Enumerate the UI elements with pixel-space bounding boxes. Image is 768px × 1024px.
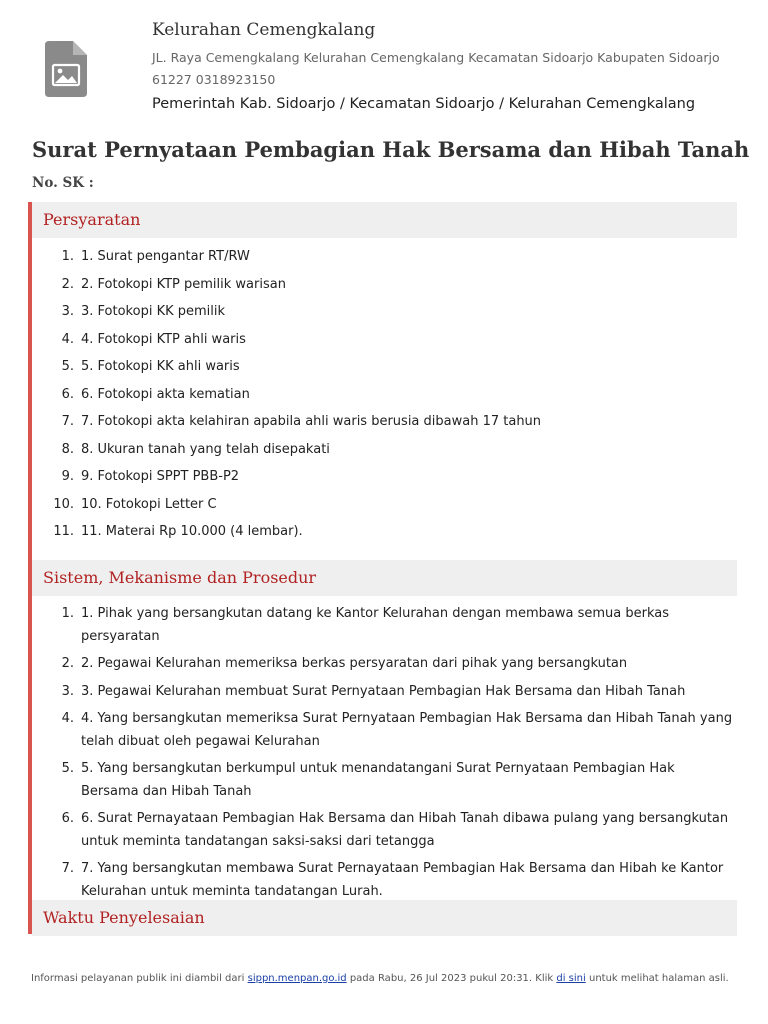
list-item <box>32 653 737 676</box>
image-file-icon <box>45 41 87 97</box>
footer-suffix: untuk melihat halaman asli. <box>588 973 729 984</box>
list-item-number: 2. <box>61 656 74 671</box>
list-item-text: 4. Fotokopi KTP ahli waris <box>81 331 246 347</box>
list-item-text: 2. Pegawai Kelurahan memeriksa berkas persyaratan dari pihak yang bersangkutan <box>81 656 628 671</box>
list-item-number: 4. <box>61 331 74 347</box>
list-item <box>32 301 737 324</box>
source-footer <box>31 973 729 984</box>
list-item-text: 3. Fotokopi KK pemilik <box>81 304 226 319</box>
list-item-number: 8. <box>61 441 74 457</box>
list-item <box>32 384 737 407</box>
list-item-number: 7. <box>61 414 74 429</box>
list-item-text: 6. Surat Pernayataan Pembagian Hak Bersama dan Hibah Tanah dibawa pulang yang bersangkutan untuk meminta tandatangan saksi-saksi dari tetangga <box>81 811 729 849</box>
list-item <box>32 466 737 489</box>
list-item-number: 6. <box>61 386 74 402</box>
section-heading-prosedur: Sistem, Mekanisme dan Prosedur <box>32 560 737 596</box>
list-item <box>32 274 737 297</box>
list-item-text: 8. Ukuran tanah yang telah disepakati <box>81 441 330 457</box>
list-item <box>32 439 737 462</box>
list-item-number: 6. <box>61 811 74 826</box>
list-item <box>32 708 737 753</box>
list-item <box>32 411 737 434</box>
list-item <box>32 329 737 352</box>
section-heading-waktu: Waktu Penyelesaian <box>32 900 737 936</box>
footer-middle: pada Rabu, 26 Jul 2023 pukul 20:31. Klik <box>349 973 554 984</box>
list-item-text: 7. Fotokopi akta kelahiran apabila ahli waris berusia dibawah 17 tahun <box>81 414 542 429</box>
document-title: Surat Pernyataan Pembagian Hak Bersama dan Hibah Tanah <box>32 137 750 162</box>
list-item-number: 2. <box>61 276 74 292</box>
list-item-text: 1. Pihak yang bersangkutan datang ke Kantor Kelurahan dengan membawa semua berkas persyaratan <box>81 606 669 644</box>
list-item-text: 11. Materai Rp 10.000 (4 lembar). <box>81 524 303 539</box>
list-item <box>32 808 737 853</box>
list-item-text: 10. Fotokopi Letter C <box>81 496 217 512</box>
org-name: Kelurahan Cemengkalang <box>152 20 376 40</box>
list-item-text: 5. Fotokopi KK ahli waris <box>81 359 240 374</box>
list-item-text: 9. Fotokopi SPPT PBB-P2 <box>81 469 240 484</box>
list-item-text: 4. Yang bersangkutan memeriksa Surat Pernyataan Pembagian Hak Bersama dan Hibah Tanah yang telah dibuat oleh pegawai Kelurahan <box>81 711 733 749</box>
list-item <box>32 494 737 517</box>
list-item-text: 5. Yang bersangkutan berkumpul untuk menandatangani Surat Pernyataan Pembagian Hak Bersama dan Hibah Tanah <box>81 761 675 799</box>
section-heading-persyaratan: Persyaratan <box>32 202 737 238</box>
list-item-text: 3. Pegawai Kelurahan membuat Surat Pernyataan Pembagian Hak Bersama dan Hibah Tanah <box>81 683 686 699</box>
list-item-text: 1. Surat pengantar RT/RW <box>81 249 250 264</box>
footer-prefix: Informasi pelayanan publik ini diambil dari <box>31 973 245 984</box>
service-content <box>28 202 737 934</box>
breadcrumb: Pemerintah Kab. Sidoarjo / Kecamatan Sidoarjo / Kelurahan Cemengkalang <box>152 96 696 112</box>
list-item-number: 3. <box>61 304 74 319</box>
list-item-number: 4. <box>61 711 74 726</box>
list-item-number: 5. <box>61 359 74 374</box>
requirements-list <box>32 238 737 560</box>
list-item-number: 3. <box>61 683 74 699</box>
list-item-number: 9. <box>61 469 74 484</box>
list-item-number: 1. <box>61 606 74 621</box>
list-item <box>32 858 737 903</box>
org-address: JL. Raya Cemengkalang Kelurahan Cemengkalang Kecamatan Sidoarjo Kabupaten Sidoarjo 61227 0318923150 <box>152 50 720 87</box>
original-page-link[interactable]: di sini <box>556 973 586 984</box>
procedure-list <box>32 596 737 900</box>
list-item <box>32 681 737 704</box>
list-item-text: 2. Fotokopi KTP pemilik warisan <box>81 276 286 292</box>
list-item-text: 6. Fotokopi akta kematian <box>81 386 250 402</box>
source-link[interactable]: sippn.menpan.go.id <box>247 973 347 984</box>
page-header <box>0 0 768 130</box>
list-item-number: 11. <box>53 524 74 539</box>
list-item <box>32 356 737 379</box>
list-item-number: 5. <box>61 761 74 776</box>
list-item <box>32 521 737 544</box>
list-item <box>32 758 737 803</box>
sk-number-label: No. SK : <box>32 175 94 191</box>
list-item <box>32 603 737 648</box>
list-item-number: 7. <box>61 861 74 876</box>
list-item-number: 10. <box>53 496 74 512</box>
list-item <box>32 246 737 269</box>
list-item-number: 1. <box>61 249 74 264</box>
list-item-text: 7. Yang bersangkutan membawa Surat Pernayataan Pembagian Hak Bersama dan Hibah ke Kantor Kelurahan untuk meminta tandatangan Lurah. <box>81 861 724 899</box>
